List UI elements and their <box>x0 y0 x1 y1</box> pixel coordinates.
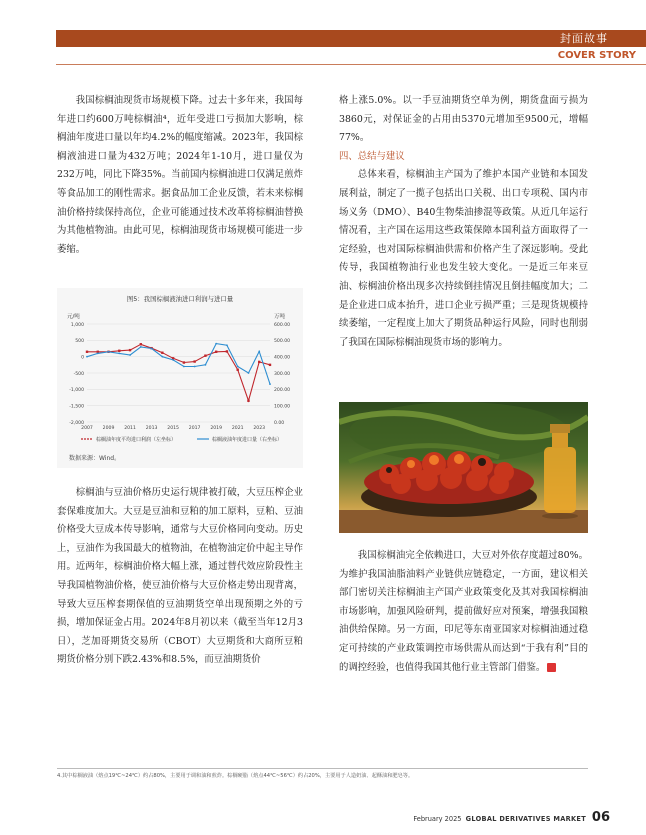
x-tick: 2021 <box>231 426 244 431</box>
y-axis-left-label: 元/吨 <box>67 314 80 320</box>
y-tick-right: 300.00 <box>274 371 291 377</box>
y-tick-right: 200.00 <box>274 388 291 394</box>
data-point <box>194 366 196 368</box>
data-point <box>161 356 163 358</box>
y-tick-right: 100.00 <box>274 404 291 410</box>
data-point <box>151 348 153 350</box>
x-tick: 2015 <box>167 426 179 431</box>
paragraph-text: 我国棕榈油完全依赖进口，大豆对外依存度超过80%。为维护我国油脂油料产业链供应链稳定，一方面，建议相关部门密切关注棕榈油主产国产业政策变化及其对我国棕榈油市场影响，加强风险研判，提前做好应对预案，增强我国粮油供给保障。另一方面，印尼等东南亚国家对棕榈油通过稳定可持续的产业政策调控市场供需从而达到“于我有利”目的的调控经验，也值得我国其他行业主管部门借鉴。 <box>339 550 588 673</box>
data-point <box>129 349 131 351</box>
data-point <box>118 350 120 352</box>
paragraph: 总体来看，棕榈油主产国为了维护本国产业链和本国发展利益，制定了一揽子包括出口关税、出口专项税、国内市场义务（DMO）、B40生物柴油掺混等政策。从近几年运行情况看，主产国在运用这些政策保障本国利益方面取得了一定经验，也对国际棕榈油供需和价格产生了深远影响。受此传导，我国植物油行业也发生较大变化。一是近三年来豆油、棕榈油价格出现多次持续倒挂情况且倒挂幅度加大；二是企业进口成本抬升，进口企业亏损严重；三是现货规模持续萎缩，一定程度上加大了期货品种运行风险，同时也削弱了我国在国际棕榈油现货市场的影响力。 <box>339 169 588 348</box>
footnote: 4.其中棕榈液油（熔点19℃~24℃）约占80%，主要用于调和油和煎炸。棕榈硬脂（熔点44℃~56℃）约占20%，主要用于人造奶油、起酥油和肥皂等。 <box>57 773 414 779</box>
right-column-top <box>339 92 588 352</box>
y-tick-right: 500.00 <box>274 339 291 345</box>
y-tick-left: 500 <box>75 339 84 345</box>
data-point <box>248 372 250 374</box>
left-column-bottom <box>57 484 303 670</box>
y-axis-right-label: 万吨 <box>274 314 286 320</box>
palm-fruit-illustration <box>339 402 588 533</box>
section-heading: 四、总结与建议 <box>339 150 405 162</box>
data-point <box>258 361 260 363</box>
magazine-name: GLOBAL DERIVATIVES MARKET <box>465 815 586 823</box>
data-point <box>97 353 99 355</box>
y-tick-right: 600.00 <box>274 322 291 328</box>
footnote-divider <box>57 768 588 769</box>
section-label-en: COVER STORY <box>557 50 636 61</box>
y-tick-right: 400.00 <box>274 355 291 361</box>
left-column-top <box>57 92 303 259</box>
data-point <box>226 350 228 352</box>
page-number: 06 <box>591 810 610 825</box>
paragraph: 格上涨5.0%。以一手豆油期货空单为例，期货盘面亏损为3860元，对保证金的占用由5370元增加至9500元，增幅77%。 <box>339 95 588 144</box>
data-point <box>140 346 142 348</box>
x-tick: 2009 <box>102 426 115 431</box>
data-point <box>269 364 271 366</box>
data-point <box>215 343 217 345</box>
data-point <box>129 354 131 356</box>
data-point <box>118 353 120 355</box>
legend-entry: 棕榈油年度平均进口利润（左坐标） <box>96 436 177 443</box>
data-point <box>247 400 249 402</box>
data-point <box>258 351 260 353</box>
data-point <box>86 356 88 358</box>
palm-fruit-photo <box>339 402 588 533</box>
data-point <box>183 366 185 368</box>
legend-entry: 棕榈液油年度进口量（右坐标） <box>212 436 283 443</box>
data-point <box>161 352 163 354</box>
article-end-icon: ♻ <box>547 663 556 672</box>
y-tick-left: -2,000 <box>69 420 84 426</box>
y-tick-left: -1,000 <box>69 388 84 394</box>
data-point <box>204 354 206 356</box>
data-point <box>86 351 88 353</box>
y-tick-left: 1,000 <box>70 322 84 328</box>
page-footer <box>413 815 586 823</box>
x-tick: 2007 <box>81 426 93 431</box>
section-label-cn: 封面故事 <box>560 32 608 45</box>
data-point <box>237 366 239 368</box>
header-divider <box>56 64 646 65</box>
data-point <box>183 361 185 363</box>
issue-date: February 2025 <box>413 815 462 823</box>
paragraph: 我国棕榈油现货市场规模下降。过去十多年来，我国每年进口约600万吨棕榈油⁴，近年受进口亏损加大影响，棕榈油年度进口量以年均4.2%的幅度缩减。2023年，我国棕榈液油进口量为432万吨；2024年1-10月，进口量仅为232万吨，同比下降35%。当前国内棕榈油进口仅满足煎炸等食品加工的刚性需求。据食品加工企业反馈，若未来棕榈油价格持续保持高位，企业可能通过技术改革将棕榈油替换为其他植物油。由此可见，棕榈油现货市场规模可能进一步萎缩。 <box>57 95 303 255</box>
paragraph: 棕榈油与豆油价格历史运行规律被打破，大豆压榨企业套保难度加大。大豆是豆油和豆粕的加工原料，豆粕、豆油价格受大豆成本传导影响，通常与大豆价格同向变动。历史上，豆油作为我国最大的植物油，在植物油定价中起主导作用。近两年，棕榈油价格大幅上涨，通过替代效应阶段性主导我国植物油价格，使豆油价格与大豆价格走势出现背离，导致大豆压榨套期保值的豆油期货空单出现预期之外的亏损，增加保证金占用。2024年8月初以来（截至当年12月3日），芝加哥期货交易所（CBOT）大豆期货和大商所豆粕期货价格分别下跌2.43%和8.5%，而豆油期货价 <box>57 487 303 666</box>
chart-svg <box>57 288 303 468</box>
x-tick: 2011 <box>124 426 136 431</box>
data-point <box>215 351 217 353</box>
y-tick-right: 0.00 <box>274 420 285 426</box>
data-point <box>140 343 142 345</box>
data-point <box>237 369 239 371</box>
y-tick-left: -500 <box>73 371 84 377</box>
data-point <box>108 351 110 353</box>
right-column-bottom <box>339 547 588 677</box>
chart-figure <box>57 288 303 468</box>
data-point <box>269 383 271 385</box>
header-bar <box>56 30 646 47</box>
data-point <box>172 359 174 361</box>
y-tick-left: 0 <box>81 355 84 361</box>
x-tick: 2019 <box>210 426 223 431</box>
x-tick: 2017 <box>188 426 201 431</box>
paragraph <box>339 547 588 677</box>
data-point <box>193 360 195 362</box>
x-tick: 2013 <box>145 426 158 431</box>
data-point <box>205 364 207 366</box>
data-point <box>226 344 228 346</box>
series-line-1 <box>87 344 270 385</box>
y-tick-left: -1,500 <box>69 404 84 410</box>
x-tick: 2023 <box>253 426 266 431</box>
chart-source: 数据来源：Wind。 <box>69 455 121 462</box>
chart-title: 图5：我国棕榈液油进口利润与进口量 <box>126 295 234 303</box>
